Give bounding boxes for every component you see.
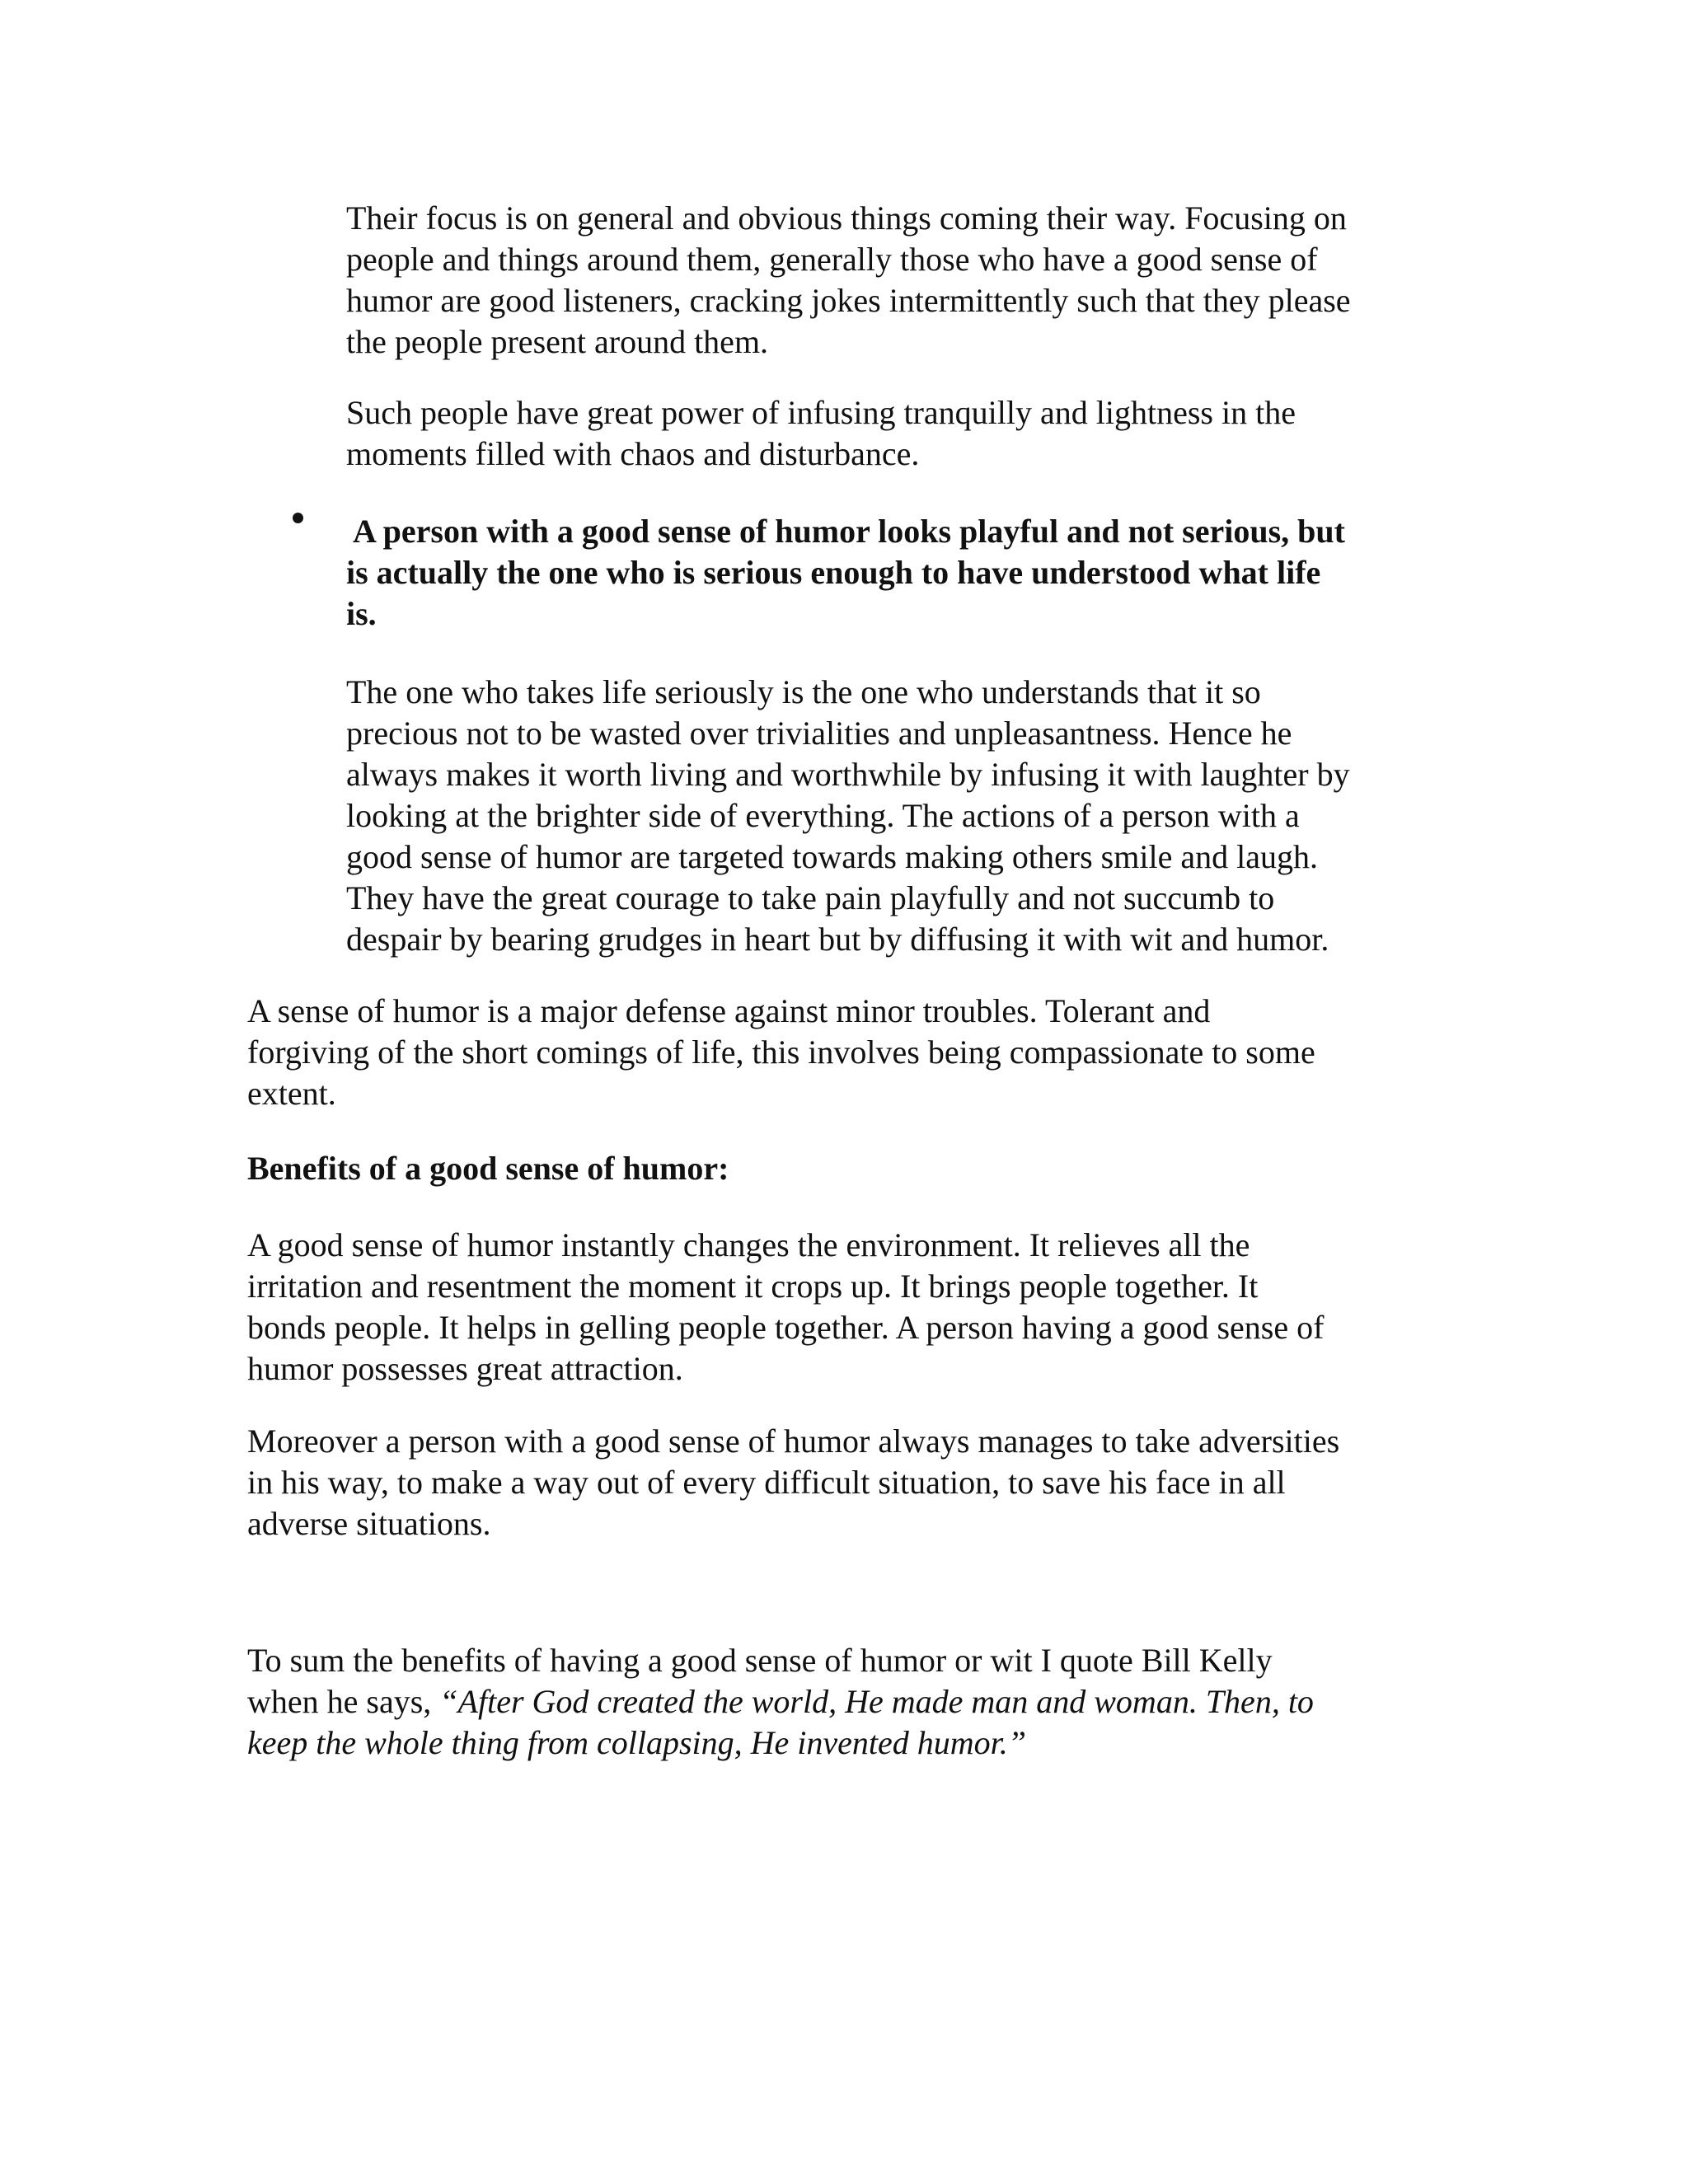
text-line: is actually the one who is serious enough to have understood what life (346, 554, 1321, 591)
text-line: despair by bearing grudges in heart but by diffusing it with wit and humor. (346, 921, 1329, 958)
text-line: in his way, to make a way out of every difficult situation, to save his face in all (247, 1464, 1286, 1501)
bullet-item (346, 511, 1345, 635)
quote-text: keep the whole thing from collapsing, He invented humor.” (247, 1724, 1027, 1761)
text-line: is. (346, 595, 377, 632)
section-heading: Benefits of a good sense of humor: (247, 1150, 729, 1187)
text-line (247, 1681, 1314, 1722)
text-line: To sum the benefits of having a good sense of humor or wit I quote Bill Kelly (247, 1642, 1273, 1679)
text-line: adverse situations. (247, 1505, 491, 1542)
text-line: moments filled with chaos and disturbance. (346, 435, 920, 472)
paragraph-adversities (247, 1421, 1339, 1544)
text-line: people and things around them, generally those who have a good sense of (346, 241, 1318, 278)
text-line: forgiving of the short comings of life, this involves being compassionate to some (247, 1033, 1315, 1071)
paragraph-tranquility (346, 392, 1296, 475)
text-line: A good sense of humor instantly changes the environment. It relieves all the (247, 1226, 1250, 1263)
quote-lead-text: when he says, (247, 1683, 440, 1720)
paragraph-defense (247, 991, 1315, 1114)
text-line: They have the great courage to take pain playfully and not succumb to (346, 879, 1275, 916)
text-line (247, 1722, 1314, 1764)
paragraph-focus (346, 198, 1351, 363)
paragraph-quote (247, 1640, 1314, 1764)
text-line: the people present around them. (346, 323, 769, 360)
text-line: good sense of humor are targeted towards making others smile and laugh. (346, 838, 1318, 875)
paragraph-seriousness (346, 672, 1350, 960)
text-line: Their focus is on general and obvious things coming their way. Focusing on (346, 199, 1347, 237)
text-line: always makes it worth living and worthwhile by infusing it with laughter by (346, 756, 1350, 793)
text-line: humor are good listeners, cracking jokes intermittently such that they please (346, 282, 1351, 319)
text-line: precious not to be wasted over trivialities and unpleasantness. Hence he (346, 715, 1292, 752)
text-line: A person with a good sense of humor looks playful and not serious, but (353, 513, 1345, 550)
text-line: Moreover a person with a good sense of humor always manages to take adversities (247, 1422, 1340, 1460)
text-line: extent. (247, 1075, 336, 1112)
text-line: The one who takes life seriously is the one who understands that it so (346, 673, 1261, 710)
text-line: irritation and resentment the moment it crops up. It brings people together. It (247, 1268, 1259, 1305)
text-line: Such people have great power of infusing tranquilly and lightness in the (346, 394, 1296, 431)
text-line: looking at the brighter side of everything. The actions of a person with a (346, 797, 1300, 834)
text-line: A sense of humor is a major defense against minor troubles. Tolerant and (247, 992, 1211, 1029)
paragraph-environment (247, 1225, 1324, 1390)
quote-text: “After God created the world, He made man and woman. Then, to (439, 1683, 1314, 1720)
text-line: bonds people. It helps in gelling people together. A person having a good sense of (247, 1309, 1325, 1346)
text-line: humor possesses great attraction. (247, 1350, 683, 1387)
bullet-icon (293, 513, 303, 523)
